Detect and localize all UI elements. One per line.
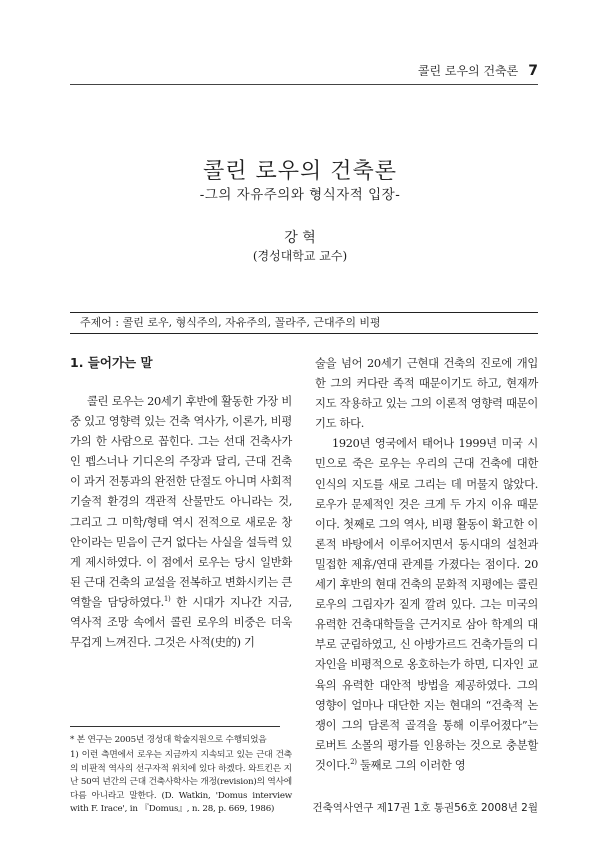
left-column [70,354,292,653]
footnote-1: 1) 이런 측면에서 로우는 지금까지 지속되고 있는 근대 건축의 비판적 역사의 선구자적 위치에 있다 하겠다. 와트킨은 지난 50여 년간의 근대 건축사학사는 개정(revision)의 역사에 다름 아니라고 말한다. (D. Watkin, 'Domus interview with F. Irace', in 『Domus』, n. 28, p. 669, 1986) [70,750,292,815]
author-affiliation: (경성대학교 교수) [252,249,348,263]
keywords-box: 주제어 : 콜린 로우, 형식주의, 자유주의, 꼴라주, 근대주의 비평 [70,312,538,334]
left-paragraph-text-end: 한 시대가 지나간 지금, 역사적 조망 속에서 콜린 로우의 비중은 더욱 무겁게 느껴진다. 그것은 사적(史的) 기 [70,595,292,650]
left-paragraph-text: 콜린 로우는 20세기 후반에 활동한 가장 비중 있고 영향력 있는 건축 역사가, 이론가, 비평가의 한 사람으로 꼽힌다. 그는 선대 건축사가인 펩스너나 기디온의 주장과 달리, 근대 건축이 과거 전통과의 완전한 단절도 아니며 사회적 기술적 환경의 객관적 산물만도 아니라는 것, 그리고 그 미학/형태 역시 전적으로 새로운 창안이라는 믿음이 근거 없다는 사실을 설득력 있게 제시하였다. 이 점에서 로우는 당시 일반화된 근대 건축의 교설을 전복하고 변화시키는 큰 역할을 담당하였다. [70,395,292,609]
running-head [418,62,538,79]
footnote-ref-2: 2) [350,758,357,767]
footnote-rule [70,726,280,727]
left-paragraph [70,392,292,653]
running-head-title: 콜린 로우의 건축론 [417,64,519,78]
journal-footer: 건축역사연구 제17권 1호 통권56호 2008년 2월 [312,802,538,814]
paper-title: 콜린 로우의 건축론 [202,159,397,184]
header-rule [70,84,538,85]
right-paragraph-text-end: 둘째로 그의 이러한 영 [356,758,466,772]
author-name: 강 혁 [284,230,316,246]
footnotes [70,734,292,818]
paper-subtitle: -그의 자유주의와 형식자적 입장- [199,187,401,203]
section-heading: 1. 들어가는 말 [70,355,153,370]
right-paragraph [315,434,538,776]
right-column [315,354,538,776]
right-paragraph-text: 1920년 영국에서 태어나 1999년 미국 시민으로 죽은 로우는 우리의 근대 건축에 대한 인식의 지도를 새로 그리는 데 머물지 않았다. 로우가 문제적인 것은 크게 두 가지 이유 때문이다. 첫째로 그의 역사, 비평 활동이 확고한 이론적 바탕에서 이루어지면서 동시대의 설천과 밀접한 제휴/연대 관계를 가졌다는 점이다. 20세기 후반의 현대 건축의 문화적 지평에는 콜린 로우의 그림자가 짙게 깔려 있다. 그는 미국의 유력한 건축대학들을 근거지로 삼아 학계의 대부로 군림하였고, 신 아방가르드 건축가들의 디자인을 비평적으로 옹호하는가 하면, 디자인 교육의 유력한 대안적 방법을 제공하였다. 그의 영향이 얼마나 대단한 지는 현대의 “건축적 논쟁이 그의 담론적 골격을 통해 이루어졌다”는 로버트 소몰의 평가를 인용하는 것으로 충분할 것이다. [315,437,538,772]
right-paragraph-continued: 술을 넘어 20세기 근현대 건축의 진로에 개입한 그의 커다란 족적 때문이기도 하고, 현재까지도 작용하고 있는 그의 이론적 영향력 때문이기도 하다. [315,357,538,431]
page-number: 7 [528,63,538,79]
footnote-star: * 본 연구는 2005년 경성대 학술지원으로 수행되었음 [70,735,267,745]
footnote-ref-1: 1) [163,595,171,604]
